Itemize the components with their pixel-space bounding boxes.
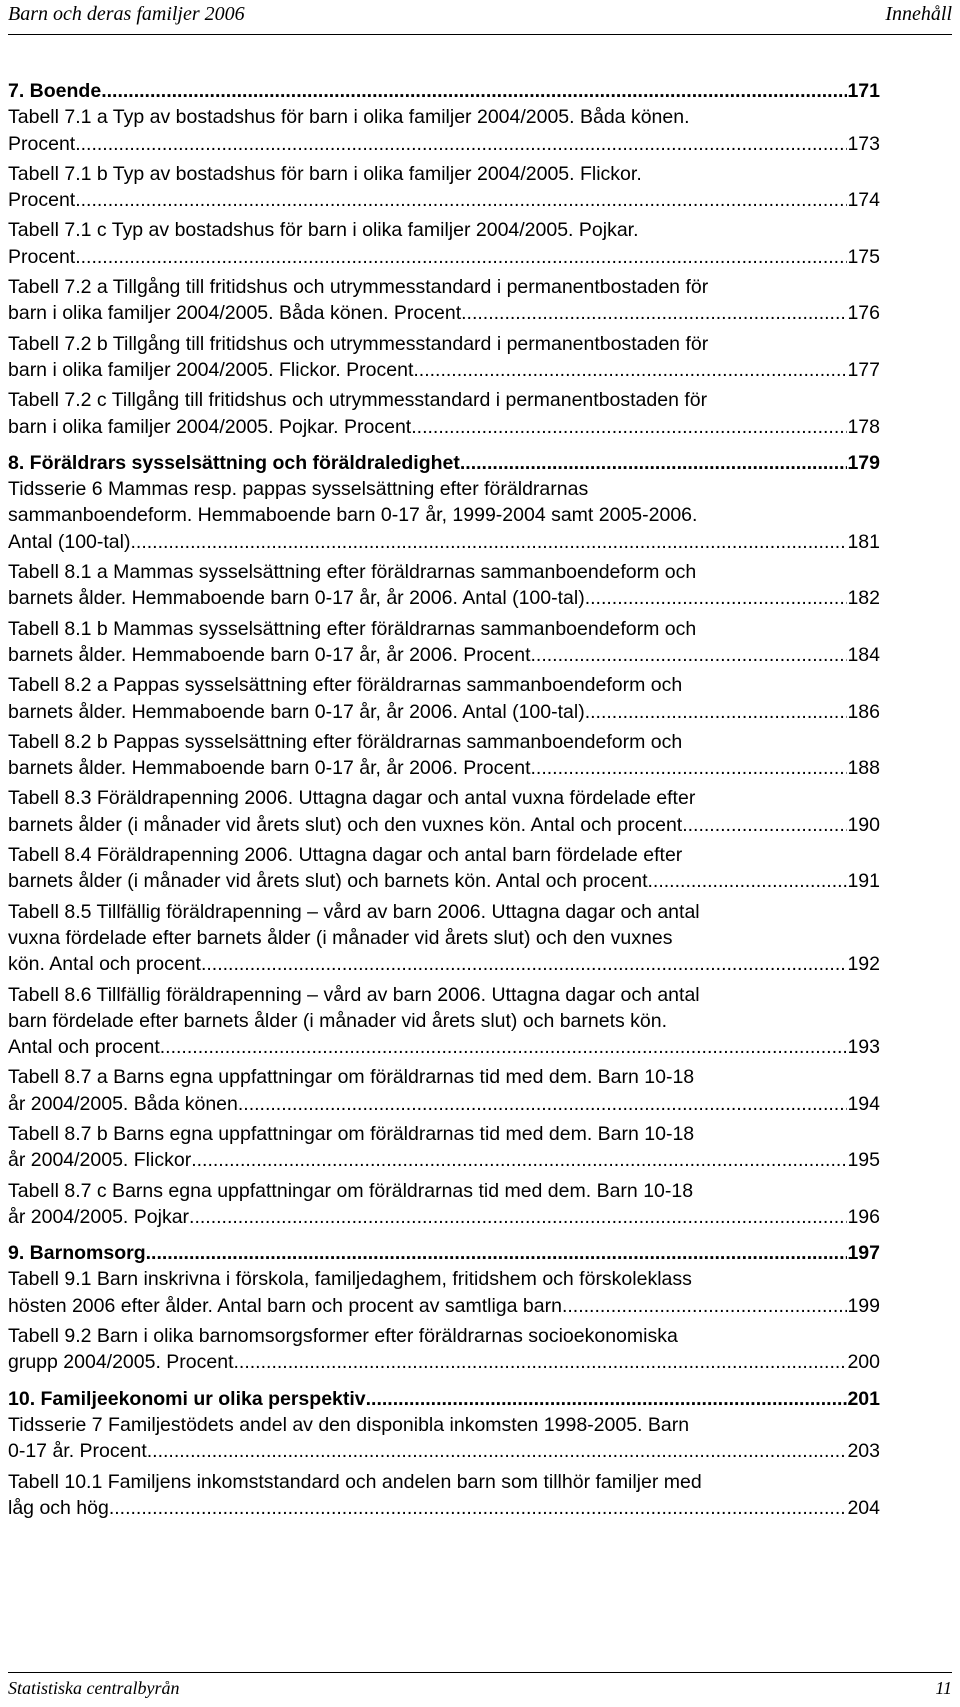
dot-leader (585, 699, 848, 725)
page-footer (8, 1672, 952, 1707)
dot-leader (201, 951, 847, 977)
toc-entry-text-line: år 2004/2005. Pojkar (8, 1205, 190, 1228)
dot-leader (562, 1293, 848, 1319)
toc-page-number: 193 (847, 1036, 880, 1059)
toc-entry-text-line: Antal (100-tal) (8, 530, 131, 553)
toc-entry[interactable] (8, 785, 880, 838)
toc-entry[interactable] (8, 217, 880, 270)
dot-leader (75, 244, 847, 270)
toc-entry-text-line: Tidsserie 7 Familjestödets andel av den disponibla inkomsten 1998-2005. Barn (8, 1413, 690, 1436)
dot-leader (191, 1147, 847, 1173)
toc-entry-text-line: Tabell 7.1 c Typ av bostadshus för barn i olika familjer 2004/2005. Pojkar. (8, 219, 639, 242)
toc-entry-text-line: barnets ålder (i månader vid årets slut) och den vuxnes kön. Antal och procent (8, 813, 683, 836)
toc-entry-text-line: Tabell 8.7 a Barns egna uppfattningar om föräldrarnas tid med dem. Barn 10-18 (8, 1066, 695, 1089)
dot-leader (460, 450, 848, 476)
toc-page-number: 178 (847, 415, 880, 438)
dot-leader (682, 812, 847, 838)
toc-entry-text-line: Tabell 8.5 Tillfällig föräldrapenning – vård av barn 2006. Uttagna dagar och antal (8, 900, 700, 923)
toc-entry-text-line: Tabell 9.2 Barn i olika barnomsorgsformer efter föräldrarnas socioekonomiska (8, 1325, 678, 1348)
toc-page-number: 201 (847, 1387, 880, 1410)
toc-entry-text-line: Tabell 8.1 a Mammas sysselsättning efter föräldrarnas sammanboendeform och (8, 561, 697, 584)
dot-leader (146, 1240, 848, 1266)
toc-entry-text-line: Procent (8, 245, 76, 268)
toc-entry-text-line: barn i olika familjer 2004/2005. Pojkar. Procent (8, 415, 412, 438)
toc-entry-text-line: Tabell 8.6 Tillfällig föräldrapenning – vård av barn 2006. Uttagna dagar och antal (8, 983, 700, 1006)
toc-entry[interactable] (8, 559, 880, 612)
toc-entry-text-line: 7. Boende (8, 80, 102, 102)
toc-entry[interactable] (8, 274, 880, 327)
toc-entry-text-line: låg och hög (8, 1496, 109, 1519)
toc-page-number: 181 (847, 530, 880, 553)
dot-leader (531, 642, 848, 668)
dot-leader (411, 414, 847, 440)
toc-entry-text-line: Tabell 9.1 Barn inskrivna i förskola, familjedaghem, fritidshem och förskoleklass (8, 1268, 692, 1291)
toc-entry-text-line: barn fördelade efter barnets ålder (i månader vid årets slut) och barnets kön. (8, 1009, 668, 1032)
toc-entry-text-line: Procent (8, 189, 76, 212)
toc-chapter-entry[interactable] (8, 1240, 880, 1266)
toc-entry-text-line: Tabell 8.3 Föräldrapenning 2006. Uttagna dagar och antal vuxna fördelade efter (8, 787, 696, 810)
toc-page-number: 191 (847, 870, 880, 893)
toc-entry[interactable] (8, 476, 880, 555)
dot-leader (109, 1495, 848, 1521)
dot-leader (189, 1204, 847, 1230)
toc-entry-text-line: 9. Barnomsorg (8, 1242, 146, 1265)
toc-entry-text-line: Tabell 7.2 a Tillgång till fritidshus och utrymmesstandard i permanentbostaden för (8, 276, 709, 299)
toc-page-number: 171 (847, 80, 880, 102)
toc-entry-text-line: år 2004/2005. Flickor (8, 1149, 192, 1172)
toc-entry-text-line: barnets ålder (i månader vid årets slut) och barnets kön. Antal och procent (8, 870, 648, 893)
document-title: Barn och deras familjer 2006 (8, 3, 245, 25)
toc-entry-text-line: barn i olika familjer 2004/2005. Båda könen. Procent (8, 302, 462, 325)
toc-page-number: 179 (847, 451, 880, 474)
toc-entry-text-line: barnets ålder. Hemmaboende barn 0-17 år, år 2006. Procent (8, 757, 531, 780)
toc-entry-text-line: Tabell 8.1 b Mammas sysselsättning efter föräldrarnas sammanboendeform och (8, 617, 697, 640)
toc-entry[interactable] (8, 842, 880, 895)
toc-entry-text-line: Tabell 8.4 Föräldrapenning 2006. Uttagna dagar och antal barn fördelade efter (8, 844, 683, 867)
toc-entry-text-line: Tabell 8.7 b Barns egna uppfattningar om föräldrarnas tid med dem. Barn 10-18 (8, 1122, 695, 1145)
toc-entry-text-line: Tabell 7.2 c Tillgång till fritidshus och utrymmesstandard i permanentbostaden för (8, 389, 708, 412)
dot-leader (147, 1438, 848, 1464)
toc-page-number: 173 (847, 132, 880, 155)
dot-leader (461, 300, 847, 326)
toc-page-number: 194 (847, 1092, 880, 1115)
dot-leader (130, 529, 847, 555)
publisher-name: Statistiska centralbyrån (8, 1678, 180, 1698)
toc-entry-text-line: Tabell 10.1 Familjens inkomststandard och andelen barn som tillhör familjer med (8, 1470, 702, 1493)
toc-entry[interactable] (8, 1266, 880, 1319)
page-number: 11 (935, 1678, 952, 1698)
dot-leader (531, 755, 848, 781)
toc-page-number: 184 (847, 643, 880, 666)
toc-entry-text-line: Tabell 7.2 b Tillgång till fritidshus och utrymmesstandard i permanentbostaden för (8, 332, 709, 355)
toc-page-number: 200 (847, 1351, 880, 1374)
toc-page-number: 195 (847, 1149, 880, 1172)
toc-page-number: 188 (847, 757, 880, 780)
toc-entry-text-line: Tabell 8.7 c Barns egna uppfattningar om föräldrarnas tid med dem. Barn 10-18 (8, 1179, 694, 1202)
toc-entry-text-line: Tabell 8.2 b Pappas sysselsättning efter föräldrarnas sammanboendeform och (8, 730, 683, 753)
dot-leader (75, 187, 847, 213)
dot-leader (648, 868, 848, 894)
toc-entry[interactable] (8, 729, 880, 782)
toc-entry-text-line: hösten 2006 efter ålder. Antal barn och procent av samtliga barn (8, 1294, 562, 1317)
toc-entry[interactable] (8, 899, 880, 978)
toc-entry-text-line: vuxna fördelade efter barnets ålder (i månader vid årets slut) och den vuxnes (8, 926, 673, 949)
dot-leader (238, 1091, 848, 1117)
toc-entry[interactable] (8, 672, 880, 725)
dot-leader (160, 1034, 848, 1060)
toc-entry-text-line: Tidsserie 6 Mammas resp. pappas sysselsättning efter föräldrarnas (8, 478, 589, 501)
toc-entry[interactable] (8, 387, 880, 440)
toc-page-number: 176 (847, 302, 880, 325)
toc-entry-text-line: år 2004/2005. Båda könen (8, 1092, 238, 1115)
toc-entry[interactable] (8, 331, 880, 384)
toc-entry-text-line: Tabell 7.1 a Typ av bostadshus för barn i olika familjer 2004/2005. Båda könen. (8, 106, 690, 129)
toc-entry-text-line: 10. Familjeekonomi ur olika perspektiv (8, 1387, 366, 1410)
toc-entry[interactable] (8, 161, 880, 214)
toc-entry-text-line: Tabell 8.2 a Pappas sysselsättning efter föräldrarnas sammanboendeform och (8, 674, 683, 697)
toc-entry[interactable] (8, 1064, 880, 1117)
toc-entry[interactable] (8, 982, 880, 1061)
toc-chapter-entry[interactable] (8, 78, 880, 104)
dot-leader (366, 1386, 848, 1412)
toc-entry-text-line: 8. Föräldrars sysselsättning och föräldraledighet (8, 451, 460, 474)
toc-entry-text-line: 0-17 år. Procent (8, 1440, 147, 1463)
table-of-contents (8, 78, 880, 1521)
toc-page-number: 204 (847, 1496, 880, 1519)
toc-page-number: 197 (847, 1242, 880, 1265)
toc-chapter-entry[interactable] (8, 450, 880, 476)
toc-chapter-entry[interactable] (8, 1386, 880, 1412)
toc-entry-text-line: barnets ålder. Hemmaboende barn 0-17 år, år 2006. Procent (8, 643, 531, 666)
toc-page-number: 199 (847, 1294, 880, 1317)
dot-leader (75, 131, 847, 157)
dot-leader (234, 1349, 848, 1375)
toc-entry[interactable] (8, 1121, 880, 1174)
toc-entry[interactable] (8, 616, 880, 669)
toc-entry-text-line: Antal och procent (8, 1036, 160, 1059)
toc-entry-text-line: sammanboendeform. Hemmaboende barn 0-17 år, 1999-2004 samt 2005-2006. (8, 504, 698, 527)
toc-entry-text-line: kön. Antal och procent (8, 953, 201, 976)
toc-page-number: 190 (847, 813, 880, 836)
toc-page-number: 192 (847, 953, 880, 976)
toc-entry[interactable] (8, 1469, 880, 1522)
toc-entry-text-line: barnets ålder. Hemmaboende barn 0-17 år, år 2006. Antal (100-tal) (8, 587, 585, 610)
toc-entry-text-line: grupp 2004/2005. Procent (8, 1351, 234, 1374)
section-title: Innehåll (885, 3, 952, 25)
toc-entry[interactable] (8, 1323, 880, 1376)
toc-page-number: 203 (847, 1440, 880, 1463)
toc-page-number: 175 (847, 245, 880, 268)
toc-entry[interactable] (8, 1412, 880, 1465)
toc-entry[interactable] (8, 104, 880, 157)
toc-page-number: 174 (847, 189, 880, 212)
toc-page-number: 182 (847, 587, 880, 610)
toc-page-number: 177 (847, 358, 880, 381)
toc-entry-text-line: Tabell 7.1 b Typ av bostadshus för barn i olika familjer 2004/2005. Flickor. (8, 162, 642, 185)
toc-entry[interactable] (8, 1178, 880, 1231)
toc-page-number: 186 (847, 700, 880, 723)
page-header (8, 0, 952, 35)
dot-leader (413, 357, 847, 383)
toc-page-number: 196 (847, 1205, 880, 1228)
toc-entry-text-line: Procent (8, 132, 76, 155)
toc-entry-text-line: barn i olika familjer 2004/2005. Flickor. Procent (8, 358, 414, 381)
dot-leader (101, 78, 847, 104)
dot-leader (585, 585, 848, 611)
toc-entry-text-line: barnets ålder. Hemmaboende barn 0-17 år, år 2006. Antal (100-tal) (8, 700, 585, 723)
